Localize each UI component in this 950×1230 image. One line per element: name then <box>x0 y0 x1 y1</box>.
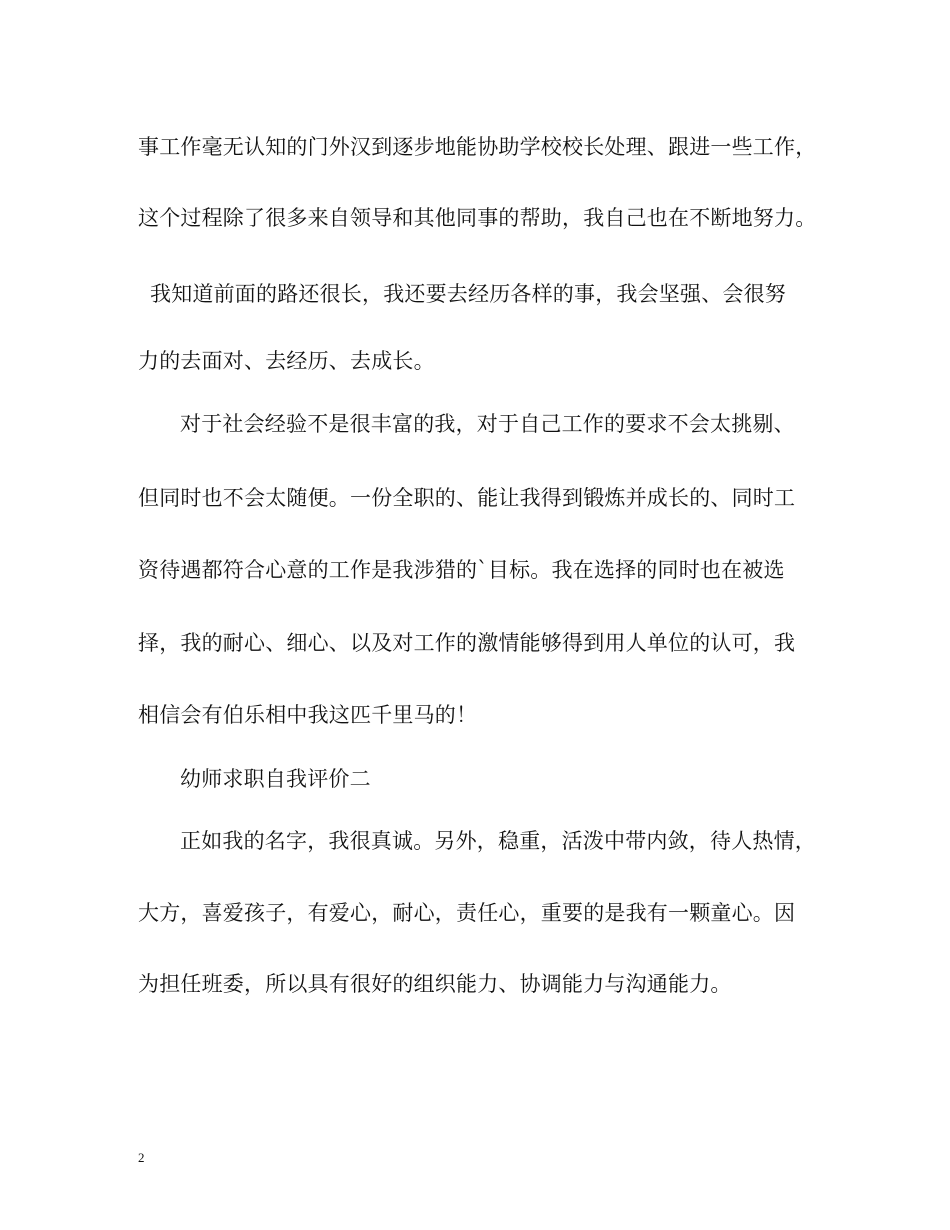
page-number: 2 <box>138 1150 145 1165</box>
text-line-6: 但同时也不会太随便。一份全职的、能让我得到锻炼并成长的、同时工 <box>138 486 796 510</box>
text-line-7: 资待遇都符合心意的工作是我涉猎的`目标。我在选择的同时也在被选 <box>138 558 785 582</box>
text-line-9: 相信会有伯乐相中我这匹千里马的！ <box>138 703 478 727</box>
section-heading: 幼师求职自我评价二 <box>180 767 371 791</box>
text-line-8: 择，我的耐心、细心、以及对工作的激情能够得到用人单位的认可，我 <box>138 631 796 655</box>
paragraph-start-2: 正如我的名字，我很真诚。另外，稳重，活泼中带内敛，待人热情， <box>180 829 816 853</box>
text-line-2: 这个过程除了很多来自领导和其他同事的帮助，我自己也在不断地努力。 <box>138 206 817 230</box>
text-line-12: 大方，喜爱孩子，有爱心，耐心，责任心，重要的是我有一颗童心。因 <box>138 901 796 925</box>
paragraph-start-1: 对于社会经验不是很丰富的我，对于自己工作的要求不会太挑剔、 <box>180 412 795 436</box>
text-line-13: 为担任班委，所以具有很好的组织能力、协调能力与沟通能力。 <box>138 972 732 996</box>
text-line-3: 我知道前面的路还很长，我还要去经历各样的事，我会坚强、会很努 <box>150 282 786 306</box>
text-line-1: 事工作毫无认知的门外汉到逐步地能协助学校校长处理、跟进一些工作， <box>138 135 817 159</box>
text-line-4: 力的去面对、去经历、去成长。 <box>138 349 435 373</box>
